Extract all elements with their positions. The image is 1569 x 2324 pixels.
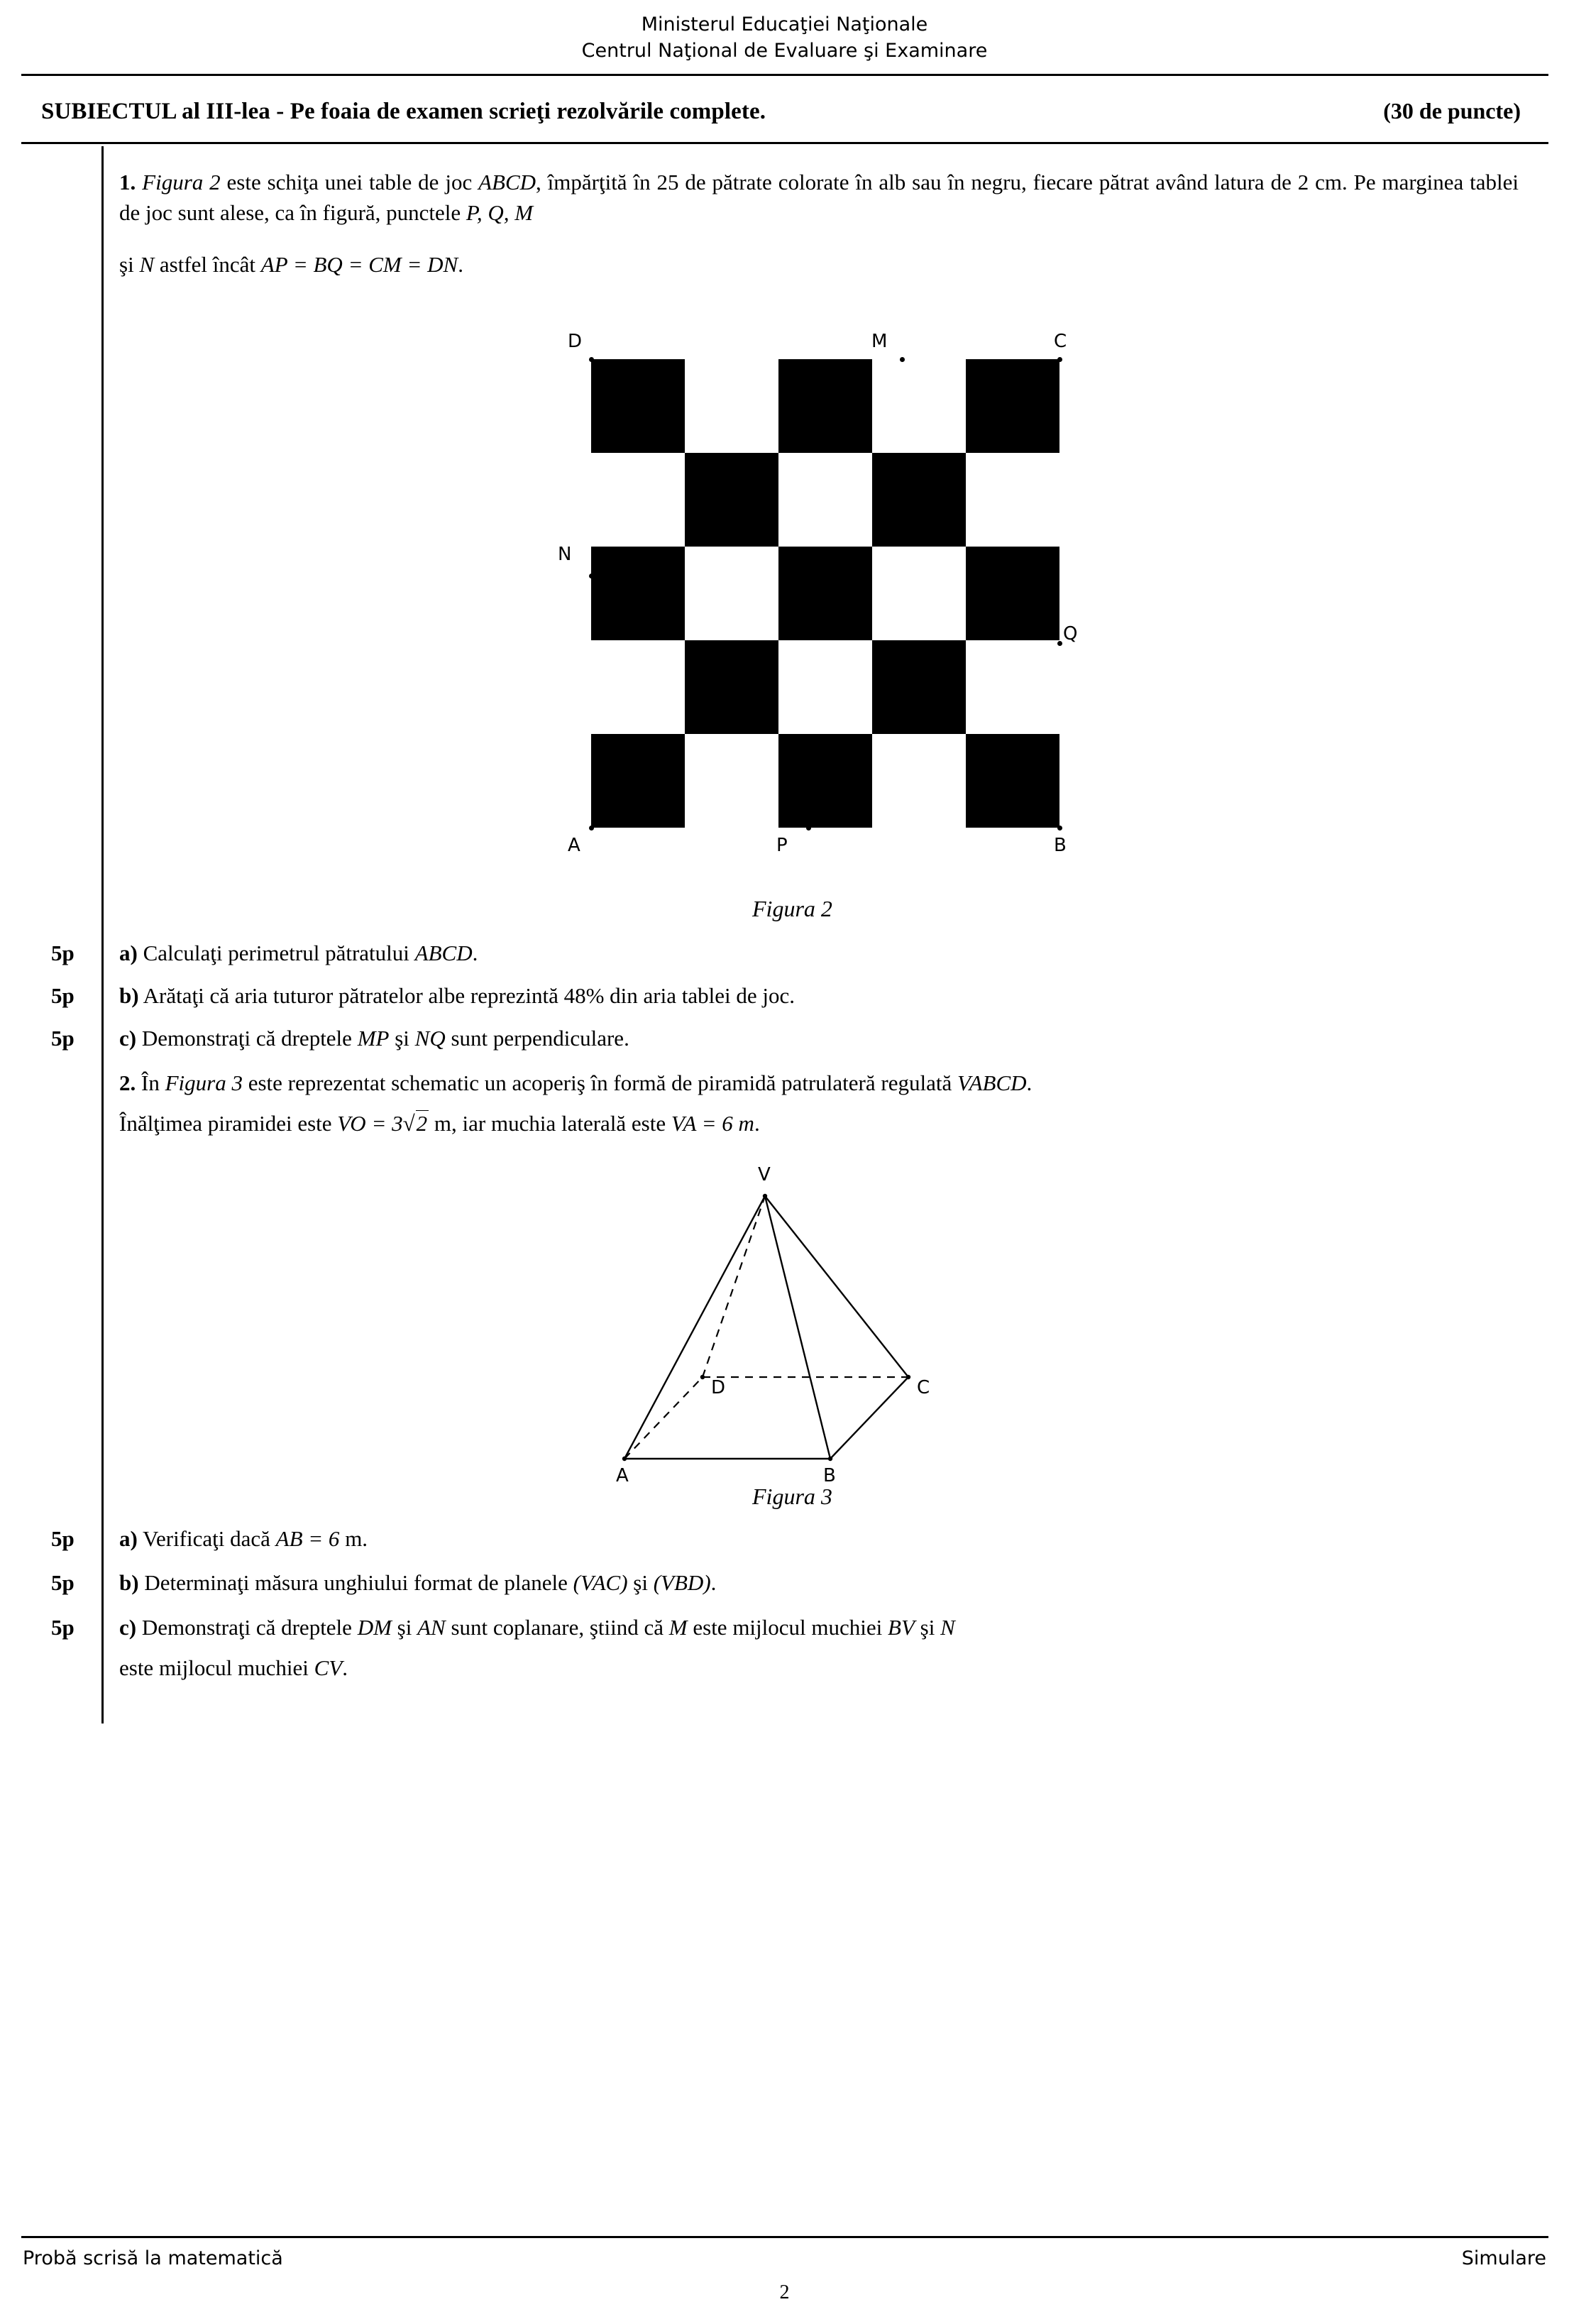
header-divider	[21, 74, 1548, 76]
item-1c-tail: sunt perpendiculare.	[445, 1026, 629, 1051]
points-1a: 5p	[51, 941, 75, 965]
item-2c-text: Demonstraţi că dreptele	[141, 1615, 358, 1640]
board-cell-4-2	[778, 734, 872, 828]
figure2-label-D: D	[568, 331, 583, 352]
problem-1-abcd: ABCD	[478, 170, 536, 194]
problem-2-tc: .	[1026, 1070, 1033, 1095]
item-1a-label: a)	[119, 941, 138, 965]
problem-2-tb: este reprezentat schematic un acoperiş în formă de piramidă patrulateră regulată	[242, 1070, 957, 1095]
item-2c-math2: AN	[417, 1615, 446, 1640]
item-2b-math: (VAC)	[573, 1570, 628, 1595]
item-2c-label: c)	[119, 1615, 137, 1640]
problem-2-l2a: Înălţimea piramidei este	[119, 1111, 338, 1136]
problem-1-statement-line3	[119, 250, 1519, 280]
board-cell-2-1	[685, 547, 778, 640]
item-2b-tail: .	[710, 1570, 717, 1595]
page-number: 2	[779, 2281, 790, 2303]
item-2b-text: Determinaţi măsura unghiului format de planele	[144, 1570, 573, 1595]
item-1b-text: Arătaţi că aria tuturor pătratelor albe reprezintă 48% din aria tablei de joc.	[143, 983, 795, 1008]
footer-session: Simulare	[1461, 2247, 1546, 2269]
item-1a-text: Calculaţi perimetrul pătratului	[143, 941, 415, 965]
board-cell-1-3	[872, 453, 966, 547]
pyramid-drawing	[596, 1164, 993, 1491]
board-cell-0-3	[872, 359, 966, 453]
item-2c-math5: N	[940, 1615, 955, 1640]
item-2a-text: Verificaţi dacă	[143, 1526, 276, 1551]
points-2a: 5p	[51, 1526, 75, 1551]
problem-1-n: N	[139, 252, 155, 277]
figure3-label-D: D	[711, 1377, 726, 1398]
subject-title-row	[41, 98, 1521, 125]
item-2c-l2math: CV	[314, 1655, 343, 1680]
item-1c-label: c)	[119, 1026, 137, 1051]
board-cell-4-0	[591, 734, 685, 828]
item-2b-label: b)	[119, 1570, 139, 1595]
board-cell-1-2	[778, 453, 872, 547]
item-1a-tail: .	[472, 941, 478, 965]
item-1c-math: MP	[357, 1026, 390, 1051]
board-cell-0-2	[778, 359, 872, 453]
figure3-label-C: C	[917, 1377, 930, 1398]
board-cell-2-0	[591, 547, 685, 640]
problem-2-number: 2.	[119, 1070, 136, 1095]
board-cell-2-2	[778, 547, 872, 640]
problem-2-vabcd: VABCD	[957, 1070, 1027, 1095]
footer-divider	[21, 2236, 1548, 2238]
item-2b-mid: şi	[627, 1570, 654, 1595]
checkerboard	[591, 359, 1059, 828]
problem-2-statement-line2	[119, 1109, 1521, 1139]
problem-2-ta: În	[141, 1070, 165, 1095]
figure-3-caption: Figura 3	[752, 1484, 832, 1509]
board-cell-0-1	[685, 359, 778, 453]
item-2c-tail3: şi	[914, 1615, 941, 1640]
item-2c-math: DM	[357, 1615, 392, 1640]
figure-2-caption: Figura 2	[752, 896, 832, 921]
item-2c-mid: şi	[391, 1615, 418, 1640]
figure2-tick-D	[589, 357, 594, 362]
subject-points: (30 de puncte)	[1383, 98, 1521, 124]
figure2-tick-A	[589, 826, 594, 831]
item-1c-mid: şi	[389, 1026, 415, 1051]
problem-2-vo: VO = 3	[337, 1111, 403, 1136]
figure2-label-P: P	[776, 835, 788, 856]
figure3-label-B: B	[823, 1465, 836, 1486]
points-column-divider	[101, 146, 104, 1723]
problem-2-l2b: , iar muchia laterală este	[451, 1111, 671, 1136]
figure2-tick-C	[1057, 357, 1062, 362]
problem-2-sqrt-radicand: 2	[416, 1111, 428, 1136]
figure2-label-C: C	[1054, 331, 1067, 352]
problem-2-l2c: .	[754, 1111, 760, 1136]
problem-1-figref: Figura 2	[142, 170, 221, 194]
figure-3	[596, 1164, 993, 1491]
board-cell-1-0	[591, 453, 685, 547]
item-2b-math2: (VBD)	[653, 1570, 711, 1595]
board-cell-1-1	[685, 453, 778, 547]
figure2-label-Q: Q	[1063, 623, 1078, 645]
item-2b	[119, 1570, 1521, 1596]
figure2-tick-N	[589, 574, 594, 579]
board-cell-2-3	[872, 547, 966, 640]
board-cell-4-3	[872, 734, 966, 828]
item-2c-tail2: este mijlocul muchiei	[687, 1615, 888, 1640]
item-1c-math2: NQ	[414, 1026, 446, 1051]
header-center: Centrul Naţional de Evaluare şi Examinare	[581, 39, 988, 62]
board-cell-3-3	[872, 640, 966, 734]
board-cell-3-1	[685, 640, 778, 734]
figure-2	[490, 318, 1086, 886]
item-2a-label: a)	[119, 1526, 138, 1551]
figure2-tick-Q	[1057, 641, 1062, 646]
board-cell-3-2	[778, 640, 872, 734]
item-2a	[119, 1526, 1521, 1552]
footer-subject: Probă scrisă la matematică	[23, 2247, 283, 2269]
figure2-label-N: N	[558, 544, 572, 565]
item-2a-math: AB = 6	[275, 1526, 340, 1551]
points-1b: 5p	[51, 983, 75, 1008]
item-1a	[119, 941, 1521, 966]
figure3-label-V: V	[758, 1164, 771, 1185]
header-ministry: Ministerul Educaţiei Naţionale	[641, 13, 928, 35]
item-2c-l2b: .	[342, 1655, 348, 1680]
problem-1-t1d: , împărţită în 25 de pătrate colorate în alb sau în negru, fiecare pătrat având latura de 2 cm. Pe marginea tablei de joc sunt alese, ca în figură, punctele	[119, 170, 1519, 225]
points-1c: 5p	[51, 1026, 75, 1051]
board-cell-4-4	[966, 734, 1059, 828]
board-cell-3-0	[591, 640, 685, 734]
figure3-label-A: A	[616, 1465, 629, 1486]
item-2c-l2a: este mijlocul muchiei	[119, 1655, 314, 1680]
problem-1-t1b: este schiţa unei table de joc	[220, 170, 479, 194]
problem-1-number: 1.	[119, 170, 136, 194]
board-cell-4-1	[685, 734, 778, 828]
item-1b-label: b)	[119, 983, 139, 1008]
item-2c-line2	[119, 1655, 348, 1681]
figure2-label-M: M	[871, 331, 888, 352]
board-cell-2-4	[966, 547, 1059, 640]
figure2-label-A: A	[568, 835, 580, 856]
item-2c	[119, 1615, 1521, 1640]
board-cell-0-4	[966, 359, 1059, 453]
problem-2-va: VA = 6 m	[671, 1111, 754, 1136]
item-1c	[119, 1026, 1521, 1051]
figure2-label-B: B	[1054, 835, 1067, 856]
problem-1-t2c: astfel încât	[154, 252, 261, 277]
title-divider	[21, 142, 1548, 144]
problem-2-statement	[119, 1068, 1521, 1099]
points-2b: 5p	[51, 1570, 75, 1595]
item-2c-math4: BV	[888, 1615, 915, 1640]
problem-1-t2e: .	[458, 252, 463, 277]
figure2-tick-P	[806, 826, 811, 831]
problem-1-pqm: P, Q, M	[466, 199, 534, 225]
item-2a-tail: m.	[339, 1526, 368, 1551]
subject-title: SUBIECTUL al III-lea - Pe foaia de examen scrieţi rezolvările complete.	[41, 99, 766, 124]
board-cell-0-0	[591, 359, 685, 453]
problem-2-unit: m	[429, 1111, 452, 1136]
problem-1-t2a: şi	[119, 252, 140, 277]
board-cell-3-4	[966, 640, 1059, 734]
points-2c: 5p	[51, 1615, 75, 1640]
problem-1-equalities: AP = BQ = CM = DN	[260, 252, 458, 277]
item-1c-text: Demonstraţi că dreptele	[141, 1026, 358, 1051]
item-2c-tail: sunt coplanare, ştiind că	[445, 1615, 669, 1640]
document-header	[0, 13, 1569, 63]
item-2c-math3: M	[668, 1615, 688, 1640]
board-cell-1-4	[966, 453, 1059, 547]
problem-2-figref: Figura 3	[165, 1070, 243, 1095]
sqrt-icon: √2	[402, 1111, 428, 1136]
figure2-tick-B	[1057, 826, 1062, 831]
problem-1-statement	[119, 168, 1519, 229]
item-1a-math: ABCD	[414, 941, 473, 965]
item-1b	[119, 983, 1521, 1009]
figure2-tick-M	[900, 357, 905, 362]
